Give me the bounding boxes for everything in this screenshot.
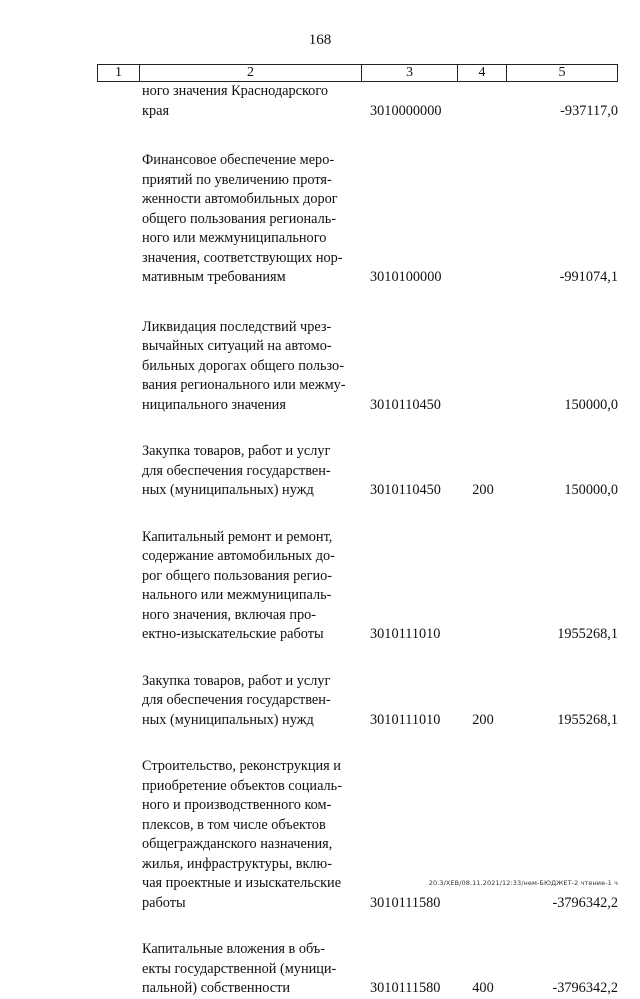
row-expense-type: 200	[472, 482, 494, 498]
row-amount: -937117,0	[560, 102, 618, 119]
description-line: приобретение объектов социаль-	[142, 777, 342, 794]
description-line: вания регионального или межму-	[142, 377, 346, 393]
table-row	[0, 528, 640, 645]
description-line: ного значения Краснодарского	[142, 83, 328, 99]
row-description	[142, 151, 358, 288]
description-line: для обеспечения государствен-	[142, 692, 331, 708]
description-line: работы	[142, 894, 186, 911]
description-line: бильных дорогах общего пользо-	[142, 357, 344, 374]
table-row	[0, 940, 640, 999]
table-row	[0, 318, 640, 416]
row-description	[142, 528, 358, 645]
description-line: пальной) собственности	[142, 980, 290, 996]
row-amount: 150000,0	[564, 482, 618, 498]
description-line: женности автомобильных дорог	[142, 191, 338, 207]
description-line: для обеспечения государствен-	[142, 462, 331, 479]
table-row	[0, 757, 640, 913]
description-line: ектно-изыскательские работы	[142, 626, 324, 642]
row-code: 3010000000	[370, 102, 442, 119]
table-header	[97, 64, 618, 82]
row-code: 3010100000	[370, 269, 442, 285]
description-line: вычайных ситуаций на автомо-	[142, 338, 332, 354]
description-line: ных (муниципальных) нужд	[142, 711, 314, 728]
header-col-1: 1	[98, 65, 140, 81]
description-line: Капитальный ремонт и ремонт,	[142, 528, 333, 545]
row-expense-type: 400	[472, 980, 494, 996]
description-line: жилья, инфраструктуры, вклю-	[142, 855, 332, 872]
description-line: ниципального значения	[142, 396, 286, 413]
header-col-5: 5	[558, 65, 566, 80]
table-row	[0, 82, 640, 121]
row-amount: 150000,0	[564, 396, 618, 413]
description-line: края	[142, 102, 170, 119]
description-line: плексов, в том числе объектов	[142, 816, 326, 833]
description-line: общего пользования региональ-	[142, 210, 337, 227]
row-code: 3010111010	[370, 711, 441, 728]
description-line: значения, соответствующих нор-	[142, 249, 343, 266]
row-code: 3010110450	[370, 482, 441, 498]
description-line: чая проектные и изыскательские	[142, 875, 342, 891]
description-line: Капитальные вложения в объ-	[142, 941, 326, 957]
description-line: рог общего пользования регио-	[142, 567, 332, 584]
description-line: Финансовое обеспечение меро-	[142, 152, 335, 168]
description-line: Закупка товаров, работ и услуг	[142, 672, 331, 689]
header-col-3: 3	[362, 65, 458, 81]
row-amount: 1955268,1	[557, 711, 618, 728]
table-row	[0, 151, 640, 288]
description-line: екты государственной (муници-	[142, 960, 337, 977]
row-description	[142, 82, 358, 121]
row-expense-type: 200	[472, 711, 494, 728]
description-line: ного значения, включая про-	[142, 606, 317, 623]
row-code: 3010111010	[370, 626, 441, 642]
description-line: мативным требованиям	[142, 269, 286, 285]
description-line: содержание автомобильных до-	[142, 548, 335, 564]
row-description	[142, 442, 358, 501]
page-number: 168	[308, 32, 332, 48]
row-amount: -3796342,2	[552, 980, 618, 996]
row-description	[142, 318, 358, 416]
row-code: 3010111580	[370, 980, 441, 996]
header-col-4: 4	[458, 65, 507, 81]
row-code: 3010111580	[370, 894, 441, 911]
table-row	[0, 672, 640, 731]
row-description	[142, 757, 358, 913]
description-line: ного и производственного ком-	[142, 797, 332, 813]
row-description	[142, 940, 358, 999]
row-amount: -991074,1	[559, 269, 618, 285]
description-line: ного или межмуниципального	[142, 230, 327, 246]
description-line: нального или межмуниципаль-	[142, 587, 332, 603]
description-line: приятий по увеличению протя-	[142, 171, 332, 188]
description-line: общегражданского назначения,	[142, 836, 333, 852]
row-description	[142, 672, 358, 731]
description-line: Строительство, реконструкция и	[142, 758, 341, 774]
header-col-2: 2	[140, 65, 362, 81]
description-line: Закупка товаров, работ и услуг	[142, 443, 331, 459]
row-code: 3010110450	[370, 396, 441, 413]
footer-stamp: 20.3/ХЕВ/08.11.2021/12:33/нем-БЮДЖЕТ-2 чтение-1 ч	[428, 879, 618, 887]
row-amount: 1955268,1	[557, 626, 618, 642]
description-line: ных (муниципальных) нужд	[142, 482, 314, 498]
row-amount: -3796342,2	[552, 894, 618, 911]
table-row	[0, 442, 640, 501]
description-line: Ликвидация последствий чрез-	[142, 318, 332, 335]
